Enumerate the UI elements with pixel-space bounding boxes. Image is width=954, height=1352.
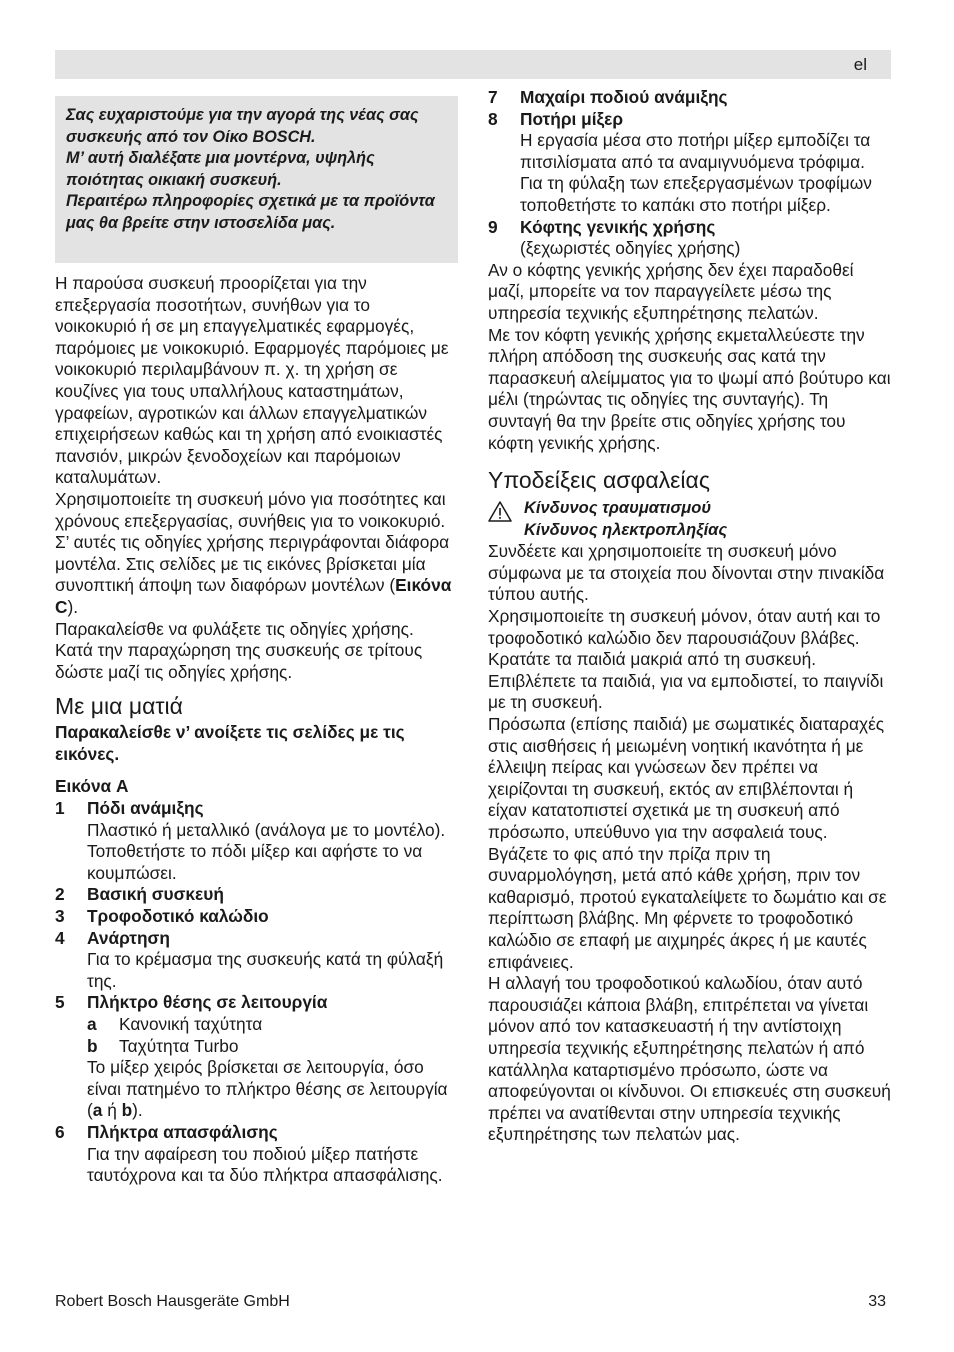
safety-paragraph: Κρατάτε τα παιδιά μακριά από τη συσκευή.: [488, 649, 816, 670]
list-item: 4 Ανάρτηση: [55, 927, 170, 948]
footer-company: Robert Bosch Hausgeräte GmbH: [55, 1293, 290, 1310]
list-item: 7 Μαχαίρι ποδιού ανάμιξης: [488, 87, 728, 107]
safety-paragraph: Συνδέετε και χρησιμοποιείτε τη συσκευή μόνο σύμφωνα με τα στοιχεία που δίνονται στην πινακίδα τύπου αυτής.: [488, 541, 885, 605]
chopper-paragraph: Αν ο κόφτης γενικής χρήσης δεν έχει παραδοθεί μαζί, μπορείτε να τον παραγγείλετε μέσω της υπηρεσία τεχνικής εξυπηρέτησης πελατών.: [488, 259, 854, 323]
section-heading-glance: Με μια ματιά: [55, 693, 183, 720]
usage-paragraph: Η παρούσα συσκευή προορίζεται για την επεξεργασία ποσοτήτων, συνήθων για το νοικοκυριό ή σε μη επαγγελματικές εφαρμογές, παρόμοιες με νοικοκυριό. Εφαρμογές παρόμοιες με νοικοκυριό περιλαμβάνουν π. χ. τη χρήση σε κουζίνες για τους υπαλλήλους καταστημάτων, γραφείων, αγροτικών και άλλων επαγγελματικών επιχειρήσεων καθώς και τη χρήση από ενοικιαστές πανσιόν, μικρών ξενοδοχείων και παρόμοιων καταλυμάτων.: [55, 273, 449, 488]
safety-paragraph: Πρόσωπα (επίσης παιδιά) με σωματικές διαταραχές στις αισθήσεις ή μειωμένη νοητική ικανότητα ή με έλλειψη πείρας και γνώσεων δεν πρέπει να χειρίζονται τη συσκευή, εκτός αν επιβλέπονται ή είχαν κατατοπιστεί σχετικά με τη συσκευή από πρόσωπο, υπεύθυνο για την ασφαλειά τους.: [488, 714, 885, 842]
list-item: 3 Τροφοδοτικό καλώδιο: [55, 906, 269, 927]
list-item: 6 Πλήκτρα απασφάλισης: [55, 1121, 278, 1142]
intro-line: Μ’ αυτή διαλέξατε μια μοντέρνα, υψηλής ποιότητας οικιακή συσκευή.: [66, 149, 375, 189]
usage-paragraph: Χρησιμοποιείτε τη συσκευή μόνο για ποσότητες και χρόνους επεξεργασίας, συνήθεις για το νοικοκυριό.: [55, 488, 446, 531]
sub-item: a Κανονική ταχύτητα: [87, 1014, 263, 1034]
item-description: Το μίξερ χειρός βρίσκεται σε λειτουργία, όσο είναι πατημένο το πλήκτρο θέσης σε λειτουργία (a ή b).: [87, 1057, 448, 1121]
warning-triangle-icon: [488, 498, 524, 541]
warning-electric: Κίνδυνος ηλεκτροπληξίας: [524, 520, 728, 539]
section-heading-safety: Υποδείξεις ασφαλείας: [488, 467, 710, 494]
item-description: (ξεχωριστές οδηγίες χρήσης): [520, 238, 741, 259]
warning-injury: Κίνδυνος τραυματισμού: [524, 499, 712, 518]
open-pages-note: Παρακαλείσθε ν’ ανοίξετε τις σελίδες με τις εικόνες.: [55, 722, 405, 764]
sub-item: b Ταχύτητα Turbo: [87, 1035, 239, 1056]
safety-paragraph: Βγάζετε το φις από την πρίζα πριν τη συναρμολόγηση, μετά από κάθε χρήση, πριν τον καθαρισμό, προτού εγκαταλείψετε το δωμάτιο και σε περίπτωση βλάβης. Μη φέρνετε το τροφοδοτικό καλώδιο σε επαφή με αιχμηρές άκρες ή με καυτές επιφάνειες.: [488, 843, 887, 972]
list-item: 5 Πλήκτρο θέσης σε λειτουργία: [55, 992, 328, 1013]
item-description: Η εργασία μέσα στο ποτήρι μίξερ εμποδίζει τα πιτσιλίσματα από τα αναμιγνυόμενα τρόφιμα.: [520, 130, 871, 172]
list-item: 9 Κόφτης γενικής χρήσης: [488, 216, 716, 237]
left-column: [55, 273, 455, 1187]
models-paragraph: Σ’ αυτές τις οδηγίες χρήσης περιγράφονται διάφορα μοντέλα. Στις σελίδες με τις εικόνες βρίσκεται μία συνοπτική άποψη των διαφόρων μοντέλων (Εικόνα C).: [55, 532, 452, 617]
item-description: Πλαστικό ή μεταλλικό (ανάλογα με το μοντέλο). Τοποθετήστε το πόδι μίξερ και αφήστε το να κουμπώσει.: [87, 819, 446, 883]
safety-paragraph: Η αλλαγή του τροφοδοτικού καλωδίου, όταν αυτό παρουσιάζει κάποια βλάβη, επιτρέπεται να γίνεται μόνον από τον κατασκευαστή ή την αντίστοιχη υπηρεσία τεχνικής εξυπηρέτησης πελατών ή από κατάλληλα καταρτισμένο πρόσωπο, ώστε να αποφεύγονται οι κίνδυνοι. Οι επισκευές στη συσκευή πρέπει να ανατίθενται στην υπηρεσία τεχνικής εξυπηρέτησης των πελατών μας.: [488, 973, 891, 1145]
intro-line: Σας ευχαριστούμε για την αγορά της νέας σας συσκευής από τον Οίκο BOSCH.: [66, 106, 419, 146]
intro-box: [55, 96, 458, 263]
item-description: Για την αφαίρεση του ποδιού μίξερ πατήστε ταυτόχρονα και τα δύο πλήκτρα απασφάλισης.: [87, 1143, 443, 1186]
warning-block: [488, 498, 892, 541]
keep-paragraph: Παρακαλείσθε να φυλάξετε τις οδηγίες χρήσης. Κατά την παραχώρηση της συσκευής σε τρίτους δώστε μαζί τις οδηγίες χρήσης.: [55, 618, 423, 682]
language-code: el: [853, 55, 867, 74]
page-number: 33: [868, 1293, 886, 1310]
intro-line: Περαιτέρω πληροφορίες σχετικά με τα προϊόντα μας θα βρείτε στην ιστοσελίδα μας.: [66, 192, 435, 232]
right-column: [488, 87, 892, 1146]
safety-paragraph: Επιβλέπετε τα παιδιά, για να εμποδιστεί, το παιγνίδι με τη συσκευή.: [488, 670, 884, 713]
list-item: 1 Πόδι ανάμιξης: [55, 798, 204, 819]
item-description: Για τη φύλαξη των επεξεργασμένων τροφίμων τοποθετήστε το καπάκι στο ποτήρι μίξερ.: [520, 173, 872, 215]
list-item: 2 Βασική συσκευή: [55, 884, 224, 905]
safety-paragraph: Χρησιμοποιείτε τη συσκευή μόνον, όταν αυτή και το τροφοδοτικό καλώδιο δεν παρουσιάζουν βλάβες.: [488, 606, 881, 648]
list-item: 8 Ποτήρι μίξερ: [488, 108, 624, 129]
figure-label: Εικόνα A: [55, 776, 129, 797]
header-bar: [55, 50, 891, 79]
figure-ref: Εικόνα C: [55, 575, 452, 617]
item-description: Για το κρέμασμα της συσκευής κατά τη φύλαξή της.: [87, 949, 444, 991]
chopper-paragraph: Με τον κόφτη γενικής χρήσης εκμεταλλεύεστε την πλήρη απόδοση της συσκευής σας κατά την παρασκευή αλείμματος για το ψωμί από βούτυρο και μέλι (τηρώντας τις οδηγίες της συνταγής). Τη συνταγή θα την βρείτε στις οδηγίες χρήσης του κόφτη γενικής χρήσης.: [488, 324, 891, 453]
